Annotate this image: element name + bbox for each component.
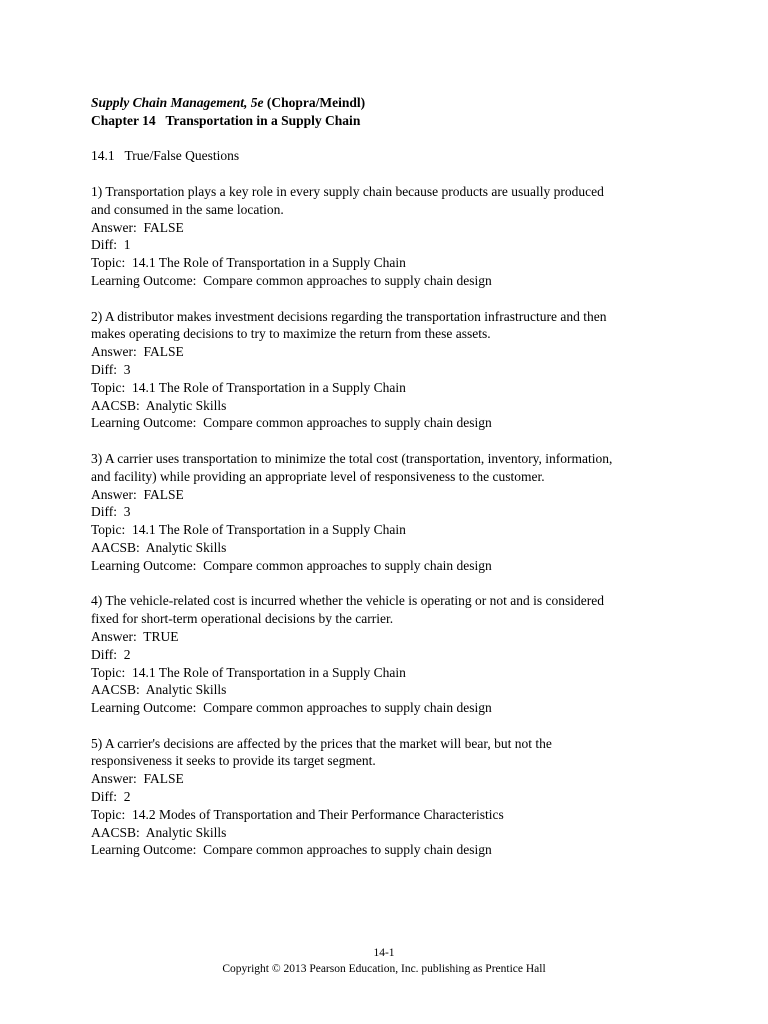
- learning-outcome: Learning Outcome: Compare common approaches to supply chain design: [91, 272, 492, 288]
- aacsb: AACSB: Analytic Skills: [91, 539, 227, 555]
- chapter-title: Chapter 14 Transportation in a Supply Chain: [91, 112, 361, 128]
- topic: Topic: 14.1 The Role of Transportation in a Supply Chain: [91, 379, 406, 395]
- aacsb: AACSB: Analytic Skills: [91, 682, 227, 698]
- document-page: [91, 94, 691, 859]
- topic: Topic: 14.1 The Role of Transportation in a Supply Chain: [91, 255, 406, 271]
- question-text-line: 1) Transportation plays a key role in every supply chain because products are usually produced: [91, 183, 604, 199]
- book-title: [91, 94, 691, 112]
- page-number: 14-1: [373, 947, 395, 959]
- learning-outcome: Learning Outcome: Compare common approaches to supply chain design: [91, 557, 492, 573]
- topic: Topic: 14.1 The Role of Transportation in a Supply Chain: [91, 664, 406, 680]
- question-text-line: responsiveness it seeks to provide its target segment.: [91, 753, 376, 769]
- question-item: [91, 183, 691, 290]
- answer: Answer: FALSE: [91, 219, 184, 235]
- question-text-line: and consumed in the same location.: [91, 201, 284, 217]
- difficulty: Diff: 1: [91, 237, 131, 253]
- topic: Topic: 14.2 Modes of Transportation and Their Performance Characteristics: [91, 806, 504, 822]
- topic: Topic: 14.1 The Role of Transportation in a Supply Chain: [91, 522, 406, 538]
- difficulty: Diff: 2: [91, 789, 131, 805]
- aacsb: AACSB: Analytic Skills: [91, 397, 227, 413]
- question-text-line: fixed for short-term operational decisions by the carrier.: [91, 611, 394, 627]
- aacsb: AACSB: Analytic Skills: [91, 824, 227, 840]
- page-footer: [0, 945, 768, 977]
- difficulty: Diff: 3: [91, 361, 131, 377]
- question-item: [91, 592, 691, 717]
- learning-outcome: Learning Outcome: Compare common approaches to supply chain design: [91, 415, 492, 431]
- copyright-notice: Copyright © 2013 Pearson Education, Inc. publishing as Prentice Hall: [222, 963, 546, 975]
- question-text-line: 4) The vehicle-related cost is incurred whether the vehicle is operating or not and is considered: [91, 593, 604, 609]
- difficulty: Diff: 2: [91, 646, 131, 662]
- question-text-line: and facility) while providing an appropriate level of responsiveness to the customer.: [91, 468, 545, 484]
- question-text-line: 3) A carrier uses transportation to minimize the total cost (transportation, inventory, information,: [91, 450, 613, 466]
- question-text-line: 2) A distributor makes investment decisions regarding the transportation infrastructure and then: [91, 308, 607, 324]
- difficulty: Diff: 3: [91, 504, 131, 520]
- question-list: [91, 183, 691, 859]
- book-title-italic: Supply Chain Management, 5e: [91, 95, 264, 110]
- answer: Answer: TRUE: [91, 628, 179, 644]
- answer: Answer: FALSE: [91, 771, 184, 787]
- answer: Answer: FALSE: [91, 344, 184, 360]
- question-item: [91, 450, 691, 575]
- question-text-line: makes operating decisions to try to maximize the return from these assets.: [91, 326, 491, 342]
- section-title: 14.1 True/False Questions: [91, 148, 240, 164]
- question-item: [91, 308, 691, 433]
- question-text-line: 5) A carrier's decisions are affected by the prices that the market will bear, but not the: [91, 735, 552, 751]
- answer: Answer: FALSE: [91, 486, 184, 502]
- question-item: [91, 735, 691, 860]
- learning-outcome: Learning Outcome: Compare common approaches to supply chain design: [91, 700, 492, 716]
- learning-outcome: Learning Outcome: Compare common approaches to supply chain design: [91, 842, 492, 858]
- book-authors: (Chopra/Meindl): [266, 95, 366, 110]
